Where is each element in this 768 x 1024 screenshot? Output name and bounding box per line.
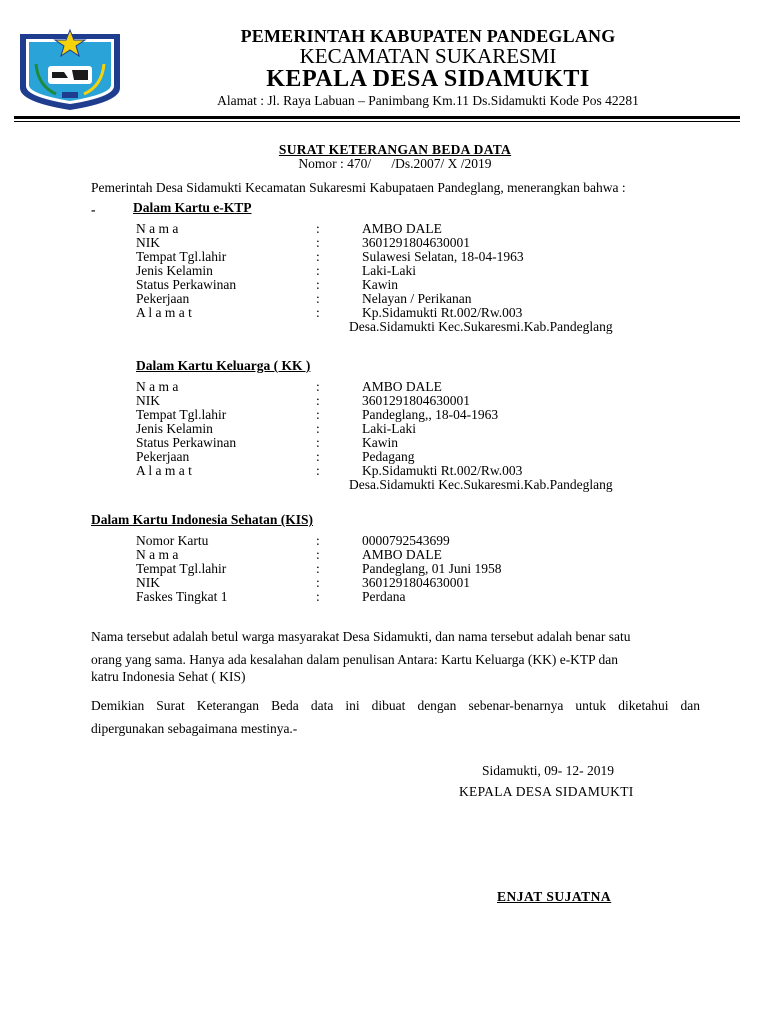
letterhead-address: Alamat : Jl. Raya Labuan – Panimbang Km.11 Ds.Sidamukti Kode Pos 42281	[217, 93, 639, 108]
ektp-value: Nelayan / Perikanan	[362, 291, 472, 306]
colon: :	[316, 291, 320, 306]
ektp-label: N a m a	[136, 221, 179, 236]
colon: :	[316, 263, 320, 278]
paragraph-2-line-1: Demikian Surat Keterangan Beda data ini dibuat dengan sebenar-benarnya untuk diketahui dan	[91, 698, 700, 713]
regency-emblem	[16, 28, 124, 112]
section-bullet: -	[91, 202, 96, 217]
colon: :	[316, 393, 320, 408]
kis-label: Tempat Tgl.lahir	[136, 561, 227, 576]
colon: :	[316, 435, 320, 450]
kis-value: Perdana	[362, 589, 406, 604]
kis-label: Faskes Tingkat 1	[136, 589, 228, 604]
kis-value: 3601291804630001	[362, 575, 470, 590]
letter-number: Nomor : 470/ /Ds.2007/ X /2019	[298, 156, 492, 171]
ektp-heading: Dalam Kartu e-KTP	[133, 200, 252, 215]
kk-label: Status Perkawinan	[136, 435, 237, 450]
kis-label: NIK	[136, 575, 160, 590]
colon: :	[316, 561, 320, 576]
ektp-value: Kp.Sidamukti Rt.002/Rw.003	[362, 305, 523, 320]
colon: :	[316, 463, 320, 478]
letterhead-village-head: KEPALA DESA SIDAMUKTI	[266, 66, 590, 92]
ektp-value: Sulawesi Selatan, 18-04-1963	[362, 249, 524, 264]
paragraph-1-line-1: Nama tersebut adalah betul warga masyarakat Desa Sidamukti, dan nama tersebut adalah benar satu	[91, 629, 631, 644]
kk-value: Pandeglang,, 18-04-1963	[362, 407, 499, 422]
letterhead-rule-thin	[14, 121, 740, 122]
kk-value: Laki-Laki	[362, 421, 416, 436]
paragraph-2-line-2: dipergunakan sebagaimana mestinya.-	[91, 721, 298, 736]
signature-place-date: Sidamukti, 09- 12- 2019	[482, 763, 614, 778]
colon: :	[316, 235, 320, 250]
kk-label: A l a m a t	[136, 463, 192, 478]
ektp-label: Jenis Kelamin	[136, 263, 213, 278]
colon: :	[316, 547, 320, 562]
ektp-value: AMBO DALE	[362, 221, 442, 236]
signature-position: KEPALA DESA SIDAMUKTI	[459, 784, 634, 799]
kis-value: 0000792543699	[362, 533, 450, 548]
letterhead-district: KECAMATAN SUKARESMI	[299, 44, 557, 68]
kis-heading: Dalam Kartu Indonesia Sehatan (KIS)	[91, 512, 314, 527]
kk-heading: Dalam Kartu Keluarga ( KK )	[136, 358, 311, 373]
paragraph-1-line-2: orang yang sama. Hanya ada kesalahan dalam penulisan Antara: Kartu Keluarga (KK) e-KTP dan	[91, 652, 619, 667]
kk-value: 3601291804630001	[362, 393, 470, 408]
kk-value: Kawin	[362, 435, 398, 450]
kis-value: AMBO DALE	[362, 547, 442, 562]
colon: :	[316, 421, 320, 436]
kk-value: AMBO DALE	[362, 379, 442, 394]
colon: :	[316, 221, 320, 236]
colon: :	[316, 533, 320, 548]
kk-label: N a m a	[136, 379, 179, 394]
colon: :	[316, 277, 320, 292]
ektp-label: Status Perkawinan	[136, 277, 237, 292]
colon: :	[316, 449, 320, 464]
colon: :	[316, 575, 320, 590]
kk-address-line2: Desa.Sidamukti Kec.Sukaresmi.Kab.Pandeglang	[349, 477, 613, 492]
ektp-value: Kawin	[362, 277, 398, 292]
ektp-label: Pekerjaan	[136, 291, 190, 306]
colon: :	[316, 305, 320, 320]
ektp-label: NIK	[136, 235, 160, 250]
kk-value: Kp.Sidamukti Rt.002/Rw.003	[362, 463, 523, 478]
paragraph-1-line-3: katru Indonesia Sehat ( KIS)	[91, 669, 246, 684]
ektp-label: A l a m a t	[136, 305, 192, 320]
ektp-value: 3601291804630001	[362, 235, 470, 250]
letter-title: SURAT KETERANGAN BEDA DATA	[278, 142, 512, 157]
colon: :	[316, 249, 320, 264]
kk-label: Pekerjaan	[136, 449, 190, 464]
ektp-label: Tempat Tgl.lahir	[136, 249, 227, 264]
kis-value: Pandeglang, 01 Juni 1958	[362, 561, 502, 576]
signatory-name: ENJAT SUJATNA	[497, 889, 612, 904]
kk-label: Tempat Tgl.lahir	[136, 407, 227, 422]
kk-label: NIK	[136, 393, 160, 408]
letterhead-government: PEMERINTAH KABUPATEN PANDEGLANG	[240, 26, 616, 46]
kis-label: N a m a	[136, 547, 179, 562]
colon: :	[316, 589, 320, 604]
kk-label: Jenis Kelamin	[136, 421, 213, 436]
ektp-value: Laki-Laki	[362, 263, 416, 278]
colon: :	[316, 407, 320, 422]
colon: :	[316, 379, 320, 394]
letter-intro: Pemerintah Desa Sidamukti Kecamatan Sukaresmi Kabupataen Pandeglang, menerangkan bahwa :	[91, 180, 626, 195]
letterhead-rule-thick	[14, 116, 740, 119]
ektp-address-line2: Desa.Sidamukti Kec.Sukaresmi.Kab.Pandeglang	[349, 319, 613, 334]
kis-label: Nomor Kartu	[136, 533, 209, 548]
kk-value: Pedagang	[362, 449, 415, 464]
